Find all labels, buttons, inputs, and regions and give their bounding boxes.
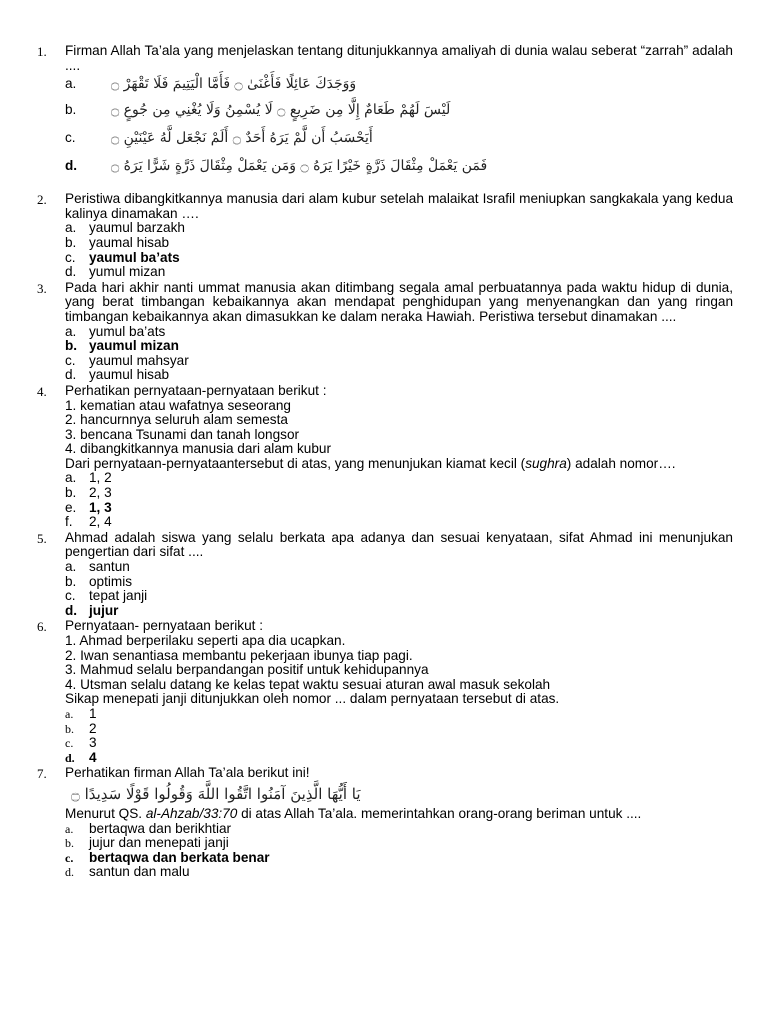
option-c[interactable]: c. tepat janji: [65, 588, 148, 604]
option-b[interactable]: b. jujur dan menepati janji: [65, 835, 229, 851]
option-b[interactable]: b. yaumal hisab: [65, 234, 170, 250]
question-4: [37, 384, 733, 530]
option-d[interactable]: d. yumul mizan: [65, 264, 166, 280]
question-number: 7.: [37, 766, 47, 782]
statement-item: 4. Utsman selalu datang ke kelas tepat waktu sesuai aturan awal masuk sekolah: [65, 676, 551, 692]
option-a[interactable]: a. 1, 2: [65, 470, 112, 486]
question-prompt: Menurut QS. al-Ahzab/33:70 di atas Allah Ta’ala. memerintahkan orang-orang beriman untuk ....: [65, 805, 642, 821]
question-6: [37, 619, 733, 765]
option-b[interactable]: b. optimis: [65, 573, 133, 589]
statement-item: 1. kematian atau wafatnya seseorang: [65, 397, 291, 413]
option-f[interactable]: f. 2, 4: [65, 514, 112, 530]
statement-item: 2. hancurnnya seluruh alam semesta: [65, 412, 288, 428]
option-a[interactable]: a. yumul ba’ats: [65, 323, 166, 339]
question-text: Pernyataan- pernyataan berikut :: [65, 618, 263, 634]
option-a[interactable]: a. santun: [65, 559, 130, 575]
option-b[interactable]: b. yaumul mizan: [65, 338, 179, 354]
question-text: Perhatikan pernyataan-pernyataan berikut :: [65, 382, 327, 398]
option-d[interactable]: d. فَمَن يَعْمَلْ مِثْقَالَ ذَرَّةٍ خَيْرًا يَرَهُ ۝ وَمَن يَعْمَلْ مِثْقَالَ ذَرَّةٍ شَرًّا يَرَهُ ۝: [65, 157, 488, 174]
statement-item: 3. bencana Tsunami dan tanah longsor: [65, 426, 300, 442]
question-7: [37, 766, 733, 880]
question-number: 1.: [37, 44, 47, 59]
arabic-verse: لَيْسَ لَهُمْ طَعَامٌ إِلَّا مِن ضَرِيعٍ ۝ لَا يُسْمِنُ وَلَا يُغْنِي مِن جُوعٍ ۝: [111, 101, 451, 118]
arabic-verse: يَا أَيُّهَا الَّذِينَ آمَنُوا اتَّقُوا اللَّهَ وَقُولُوا قَوْلًا سَدِيدًا ۝: [71, 784, 361, 803]
statement-item: 3. Mahmud selalu berpandangan positif untuk kehidupannya: [65, 662, 429, 678]
option-c[interactable]: c. bertaqwa dan berkata benar: [65, 849, 270, 865]
option-c[interactable]: c. yaumul mahsyar: [65, 352, 189, 368]
option-d[interactable]: d. yaumul hisab: [65, 367, 170, 383]
arabic-verse: أَيَحْسَبُ أَن لَّمْ يَرَهُ أَحَدٌ ۝ أَلَمْ نَجْعَل لَّهُ عَيْنَيْنِ ۝: [111, 129, 373, 146]
option-d[interactable]: d. santun dan malu: [65, 864, 190, 880]
option-d[interactable]: d. jujur: [65, 602, 119, 618]
option-c[interactable]: c. yaumul ba’ats: [65, 249, 180, 265]
option-b[interactable]: b. لَيْسَ لَهُمْ طَعَامٌ إِلَّا مِن ضَرِيعٍ ۝ لَا يُسْمِنُ وَلَا يُغْنِي مِن جُوعٍ ۝: [65, 101, 451, 118]
question-text: Ahmad adalah siswa yang selalu berkata apa adanya dan sesuai kenyataan, sifat Ahmad ini menunjukan pengertian dari sifat ....: [65, 529, 733, 560]
question-number: 5.: [37, 530, 47, 546]
option-d[interactable]: d. 4: [65, 749, 97, 765]
option-c[interactable]: c. أَيَحْسَبُ أَن لَّمْ يَرَهُ أَحَدٌ ۝ أَلَمْ نَجْعَل لَّهُ عَيْنَيْنِ ۝: [65, 129, 373, 146]
arabic-verse: فَمَن يَعْمَلْ مِثْقَالَ ذَرَّةٍ خَيْرًا يَرَهُ ۝ وَمَن يَعْمَلْ مِثْقَالَ ذَرَّةٍ شَرًّا يَرَهُ ۝: [111, 157, 488, 174]
option-e[interactable]: e. 1, 3: [65, 499, 112, 515]
question-number: 2.: [37, 192, 47, 208]
question-prompt: Dari pernyataan-pernyataantersebut di atas, yang menunjukan kiamat kecil (sughra) adalah nomor….: [65, 455, 676, 471]
statement-item: 4. dibangkitkannya manusia dari alam kubur: [65, 441, 331, 457]
option-c[interactable]: c. 3: [65, 735, 97, 751]
question-1: [37, 44, 733, 180]
option-a[interactable]: a. yaumul barzakh: [65, 220, 185, 236]
question-text: Perhatikan firman Allah Ta’ala berikut ini!: [65, 765, 310, 781]
option-a[interactable]: a. bertaqwa dan berikhtiar: [65, 820, 232, 836]
question-number: 6.: [37, 619, 47, 635]
question-3: [37, 281, 733, 383]
question-text: Pada hari akhir nanti ummat manusia akan ditimbang segala amal perbuatannya pada waktu hidup di dunia, yang berat timbangan kebaikannya akan mendapat penghidupan yang menyenangkan dan yang ringan timbangan kebaikannya akan dimasukkan ke dalam neraka Hawiah. Peristiwa tersebut dinamakan ....: [65, 279, 733, 324]
question-number: 3.: [37, 280, 47, 296]
option-b[interactable]: b. 2: [65, 720, 97, 736]
question-2: [37, 192, 733, 280]
arabic-verse: وَوَجَدَكَ عَائِلًا فَأَغْنَىٰ ۝ فَأَمَّا الْيَتِيمَ فَلَا تَقْهَرْ ۝: [111, 76, 357, 93]
question-number: 4.: [37, 383, 47, 399]
statement-item: 1. Ahmad berperilaku seperti apa dia ucapkan.: [65, 633, 346, 648]
option-a[interactable]: a. وَوَجَدَكَ عَائِلًا فَأَغْنَىٰ ۝ فَأَمَّا الْيَتِيمَ فَلَا تَقْهَرْ ۝: [65, 76, 357, 93]
question-text: Peristiwa dibangkitkannya manusia dari alam kubur setelah malaikat Israfil meniupkan sangkakala yang kedua kalinya dinamakan ….: [65, 191, 733, 221]
question-text: Firman Allah Ta’ala yang menjelaskan tentang ditunjukkannya amaliyah di dunia walau seberat “zarrah” adalah ....: [65, 43, 733, 73]
exam-page: [0, 44, 768, 880]
question-prompt: Sikap menepati janji ditunjukkan oleh nomor ... dalam pernyataan tersebut di atas.: [65, 691, 560, 707]
option-a[interactable]: a. 1: [65, 705, 97, 721]
option-b[interactable]: b. 2, 3: [65, 485, 112, 501]
statement-item: 2. Iwan senantiasa membantu pekerjaan ibunya tiap pagi.: [65, 647, 413, 663]
question-5: [37, 531, 733, 619]
